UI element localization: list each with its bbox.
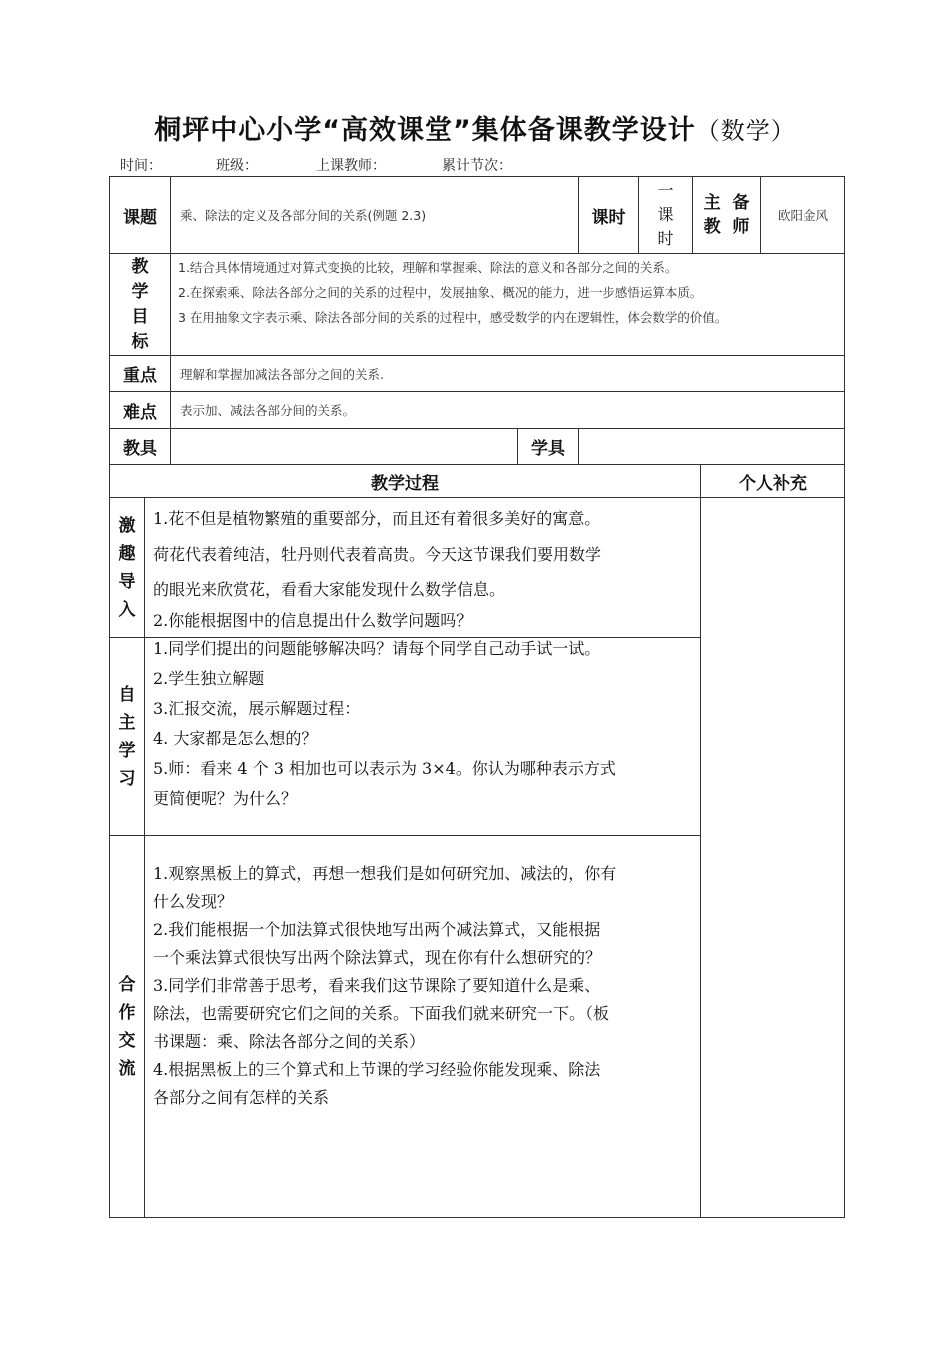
section-label-char: 交 [118,1031,136,1051]
process-header: 教学过程 [371,473,439,494]
section-label-char: 流 [118,1059,136,1079]
personal-notes-header: 个人补充 [739,473,807,494]
process-line: 什么发现？ [153,892,234,911]
title-subject: （数学） [695,117,796,145]
period-char-2: 课 [657,205,674,224]
section-label-char: 导 [118,571,136,592]
key-point-value: 理解和掌握加减法各部分之间的关系. [180,366,384,382]
student-tools-value [588,429,838,464]
topic-value: 乘、除法的定义及各部分间的关系(例题 2.3) [180,208,427,223]
section-label-char: 趣 [118,543,136,564]
section-content-warmup [153,501,698,635]
section-label-char: 学 [118,740,136,761]
page-title [0,108,950,147]
period-value [639,177,692,253]
process-line: 荷花代表着纯洁，牡丹则代表着高贵。今天这节课我们要用数学 [153,545,602,564]
process-line: 1.同学们提出的问题能够解决吗？请每个同学自己动手试一试。 [153,639,601,658]
lead-teacher-value: 欧阳金风 [777,208,828,223]
goal-item: 1.结合具体情境通过对算式变换的比较，理解和掌握乘、除法的意义和各部分之间的关系。 [178,260,678,275]
process-line: 4.根据黑板上的三个算式和上节课的学习经验你能发现乘、除法 [153,1060,601,1079]
process-line: 3.汇报交流，展示解题过程： [153,699,361,718]
sessions-label: 累计节次： [442,158,512,174]
process-line: 1.花不但是植物繁殖的重要部分，而且还有着很多美好的寓意。 [153,509,601,528]
difficult-point-value: 表示加、减法各部分间的关系。 [180,403,356,418]
goals-label-char-3: 目 [131,306,149,327]
process-line: 1.观察黑板上的算式，再想一想我们是如何研究加、减法的，你有 [153,864,617,883]
section-label-warmup [110,498,144,637]
process-line: 2.学生独立解题 [153,669,265,688]
goals-list [178,255,838,354]
class-label: 班级： [216,158,258,174]
teacher-label: 上课教师： [316,158,386,174]
goals-label-char-1: 教 [131,256,149,277]
process-line: 更简便呢？为什么？ [153,789,298,808]
period-label: 课时 [591,207,626,228]
process-line: 除法，也需要研究它们之间的关系。下面我们就来研究一下。（板 [153,1004,610,1023]
process-line: 2.我们能根据一个加法算式很快地写出两个减法算式，又能根据 [153,920,601,939]
time-label: 时间： [120,158,162,174]
student-tools-label: 学具 [531,439,565,459]
difficult-point-label: 难点 [123,402,157,423]
period-char-1: 一 [657,181,674,200]
section-content-collaboration [153,860,698,1112]
lead-label-line-2: 教 师 [703,217,750,237]
process-line: 2.你能根据图中的信息提出什么数学问题吗？ [153,611,473,630]
goals-label-char-2: 学 [131,281,149,302]
section-label-char: 作 [118,1003,136,1023]
section-label-self-study [110,638,144,835]
goal-item: 2.在探索乘、除法各部分之间的关系的过程中，发展抽象、概况的能力，进一步感悟运算本质。 [178,285,703,300]
personal-notes-area [701,498,845,1218]
period-char-3: 时 [657,229,674,248]
process-line: 各部分之间有怎样的关系 [153,1088,330,1107]
process-line: 的眼光来欣赏花，看看大家能发现什么数学信息。 [153,580,506,599]
goal-item: 3 在用抽象文字表示乘、除法各部分间的关系的过程中，感受数学的内在逻辑性，体会数学的价值。 [178,310,728,325]
section-label-collaboration [110,836,144,1218]
process-line: 5.师：看来 4 个 3 相加也可以表示为 3×4。你认为哪种表示方式 [153,759,616,778]
process-line: 4. 大家都是怎么想的？ [153,729,318,748]
process-line: 一个乘法算式很快写出两个除法算式，现在你有什么想研究的？ [153,948,602,967]
teaching-tools-value [180,429,510,464]
topic-label: 课题 [123,207,157,228]
key-point-label: 重点 [123,366,157,386]
section-label-char: 合 [118,975,136,995]
section-label-char: 入 [118,599,136,620]
lead-label-line-1: 主 备 [703,193,750,213]
teaching-tools-label: 教具 [123,439,157,459]
section-label-char: 自 [118,684,136,705]
section-content-self-study [153,634,698,814]
title-main: 桐坪中心小学“高效课堂”集体备课教学设计 [154,115,696,146]
process-line: 书课题：乘、除法各部分之间的关系） [153,1032,426,1051]
goals-label-char-4: 标 [131,331,149,352]
lead-teacher-label [693,177,760,253]
process-line: 3.同学们非常善于思考，看来我们这节课除了要知道什么是乘、 [153,976,601,995]
section-label-char: 激 [118,515,136,536]
section-label-char: 主 [118,712,136,733]
section-label-char: 习 [118,768,136,789]
goals-label [110,254,170,355]
